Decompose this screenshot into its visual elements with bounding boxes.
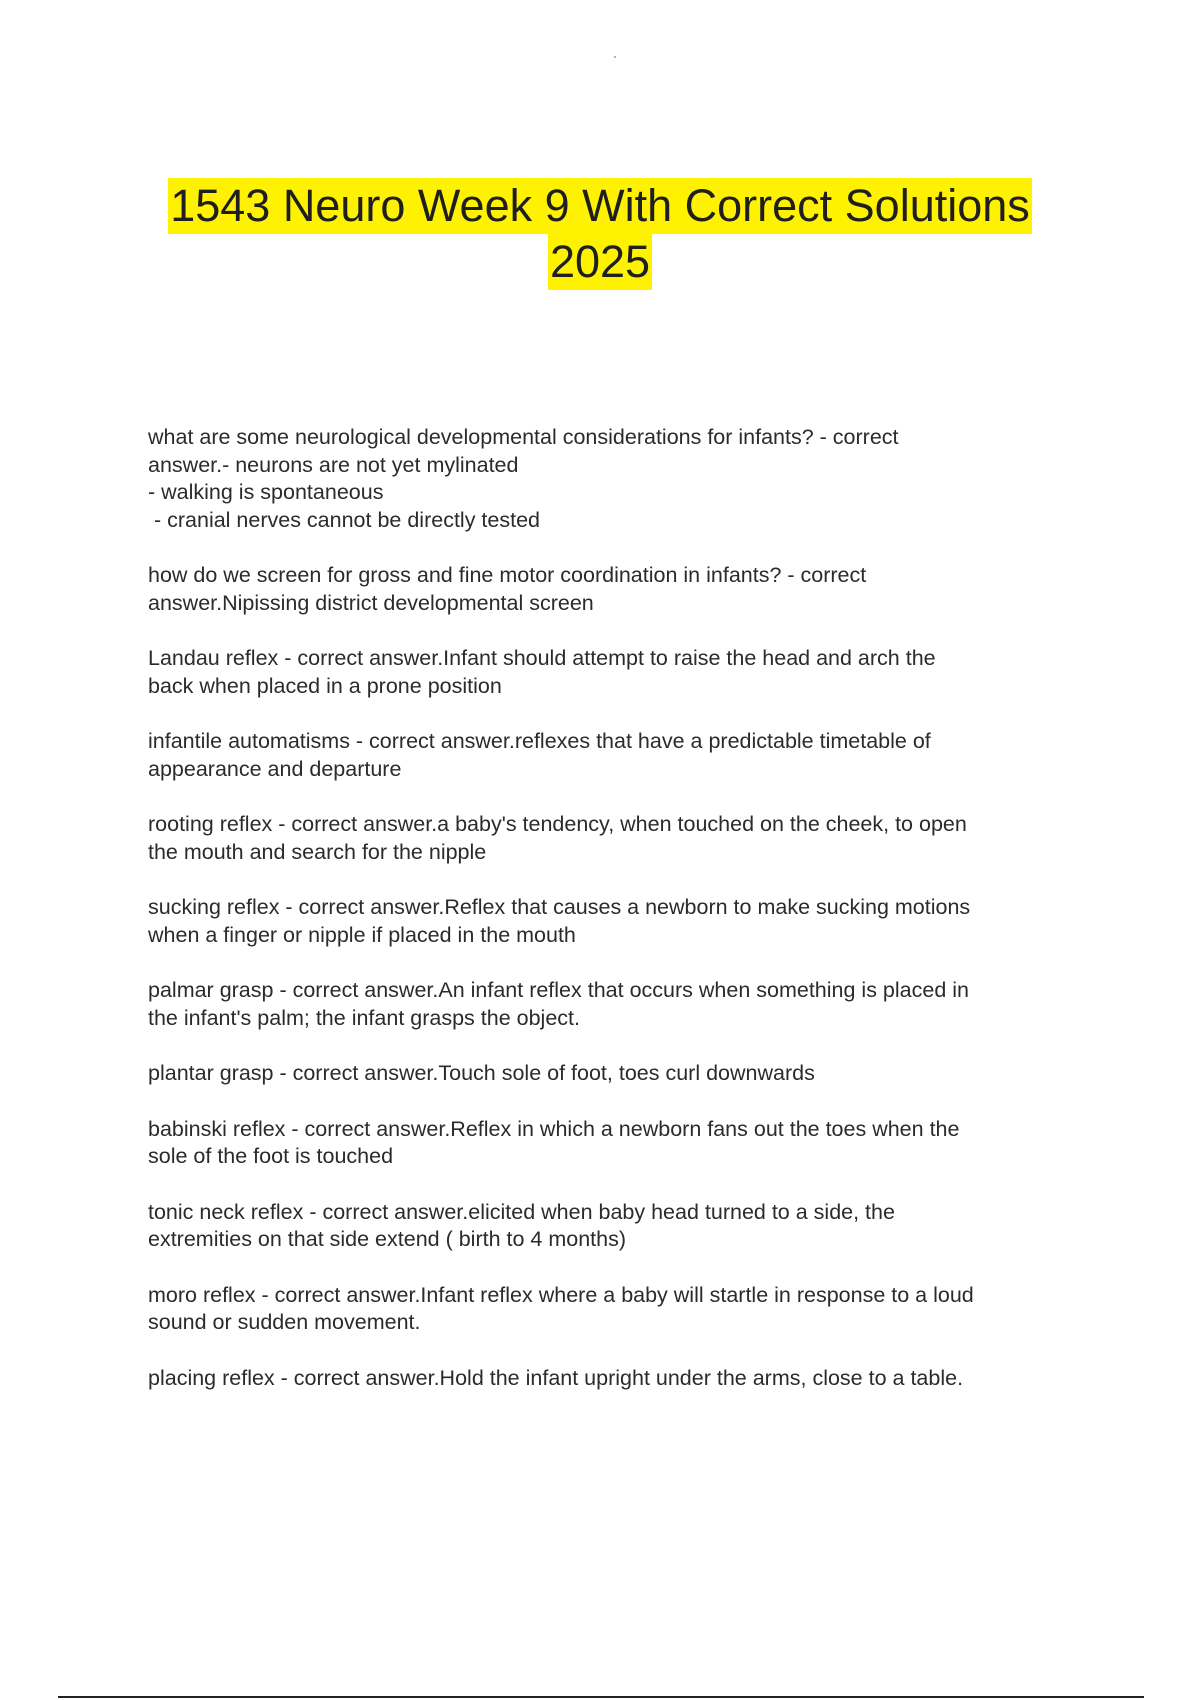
qa-entry [148,1282,1088,1337]
qa-entry [148,894,1088,949]
qa-entry-text: palmar grasp - correct answer.An infant reflex that occurs when something is placed in the infant's palm; the infant grasps the object. [148,978,969,1030]
qa-entry-text: plantar grasp - correct answer.Touch sole of foot, toes curl downwards [148,1061,815,1085]
qa-entry-text: moro reflex - correct answer.Infant reflex where a baby will startle in response to a loud sound or sudden movement. [148,1282,974,1334]
qa-entry [148,977,1088,1032]
qa-entry [148,1365,1088,1393]
qa-entry [148,811,1088,866]
scan-speck [614,56,616,58]
qa-entry-text: rooting reflex - correct answer.a baby's tendency, when touched on the cheek, to open the mouth and search for the nipple [148,812,967,864]
title-line-1: 1543 Neuro Week 9 With Correct Solutions [168,178,1032,234]
qa-entry [148,562,1088,617]
qa-entry-text: placing reflex - correct answer.Hold the infant upright under the arms, close to a table. [148,1365,964,1390]
qa-entry [148,1060,1088,1088]
qa-entry-text: how do we screen for gross and fine motor coordination in infants? - correct answer.Nipissing district developmental screen [148,563,867,615]
qa-entry [148,1199,1088,1254]
qa-entry [148,424,1088,534]
qa-entry-text: babinski reflex - correct answer.Reflex in which a newborn fans out the toes when the sole of the foot is touched [148,1116,960,1168]
qa-list [148,424,1088,1420]
qa-entry [148,645,1088,700]
document-title [0,178,1200,290]
qa-entry [148,1116,1088,1171]
qa-entry-text: Landau reflex - correct answer.Infant should attempt to raise the head and arch the back when placed in a prone position [148,646,936,698]
qa-entry-text: sucking reflex - correct answer.Reflex that causes a newborn to make sucking motions when a finger or nipple if placed in the mouth [148,895,971,947]
qa-entry-text: infantile automatisms - correct answer.reflexes that have a predictable timetable of appearance and departure [148,729,931,781]
title-line-2: 2025 [548,234,652,290]
qa-entry-text: what are some neurological developmental considerations for infants? - correct answer.- neurons are not yet mylinated - walking is spontaneous - cranial nerves cannot be directly tested [148,425,899,532]
qa-entry [148,728,1088,783]
page-bottom-rule [58,1696,1144,1698]
qa-entry-text: tonic neck reflex - correct answer.elicited when baby head turned to a side, the extremities on that side extend ( birth to 4 months) [148,1199,895,1251]
